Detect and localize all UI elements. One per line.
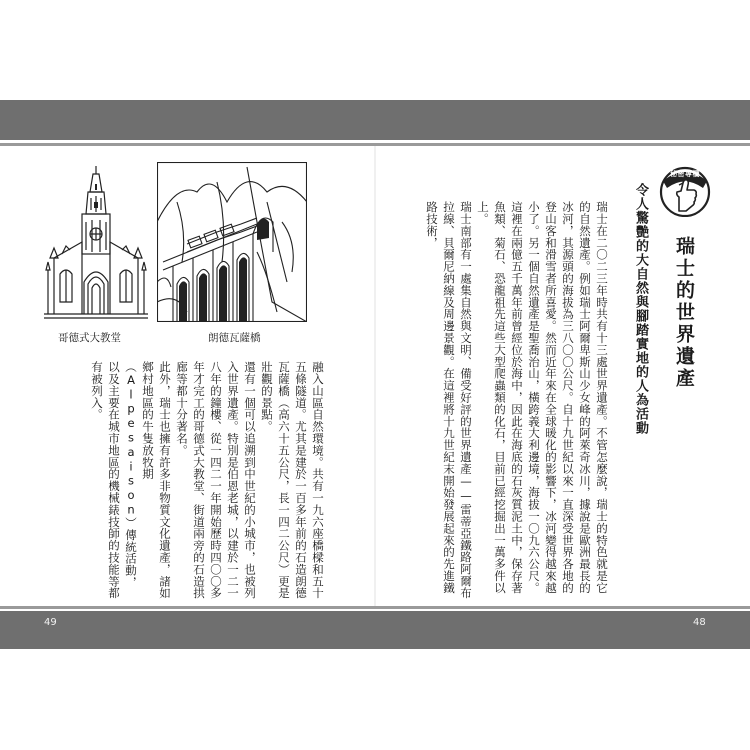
page-subtitle: 令人驚艷的大自然與腳踏實地的人為活動 bbox=[633, 183, 648, 435]
paragraph: 還有一個可以追溯到中世紀的小城市，也被列入世界遺產。特別是伯恩老城，以建於一二一八年的鐘樓、從一四二一年開始歷時四〇〇多年才完工的哥德式大教堂、街道兩旁的石造拱廊等都十分著名。 bbox=[175, 361, 257, 599]
paragraph: 瑞士在二〇二三年時共有十三處世界遺產。不管怎麼說，瑞士的特色就是它的自然遺產。例如瑞士阿爾卑斯山少女峰的阿萊奇冰川，據說是歐洲最長的冰河，其源頭的海拔為三八〇〇公尺。自十九世紀以來一直深受世界各地的登山客和滑雪者所喜愛。然而近年來在全球暖化的影響下，冰河變得越來越小了。另一個自然遺產是聖喬治山，橫跨義大利邊境，海拔一〇九六公尺。這裡在兩億五千萬年前曾經位於海中，因此在海底的石灰質泥土中，保存著魚類、菊石、恐龍祖先這些大型爬蟲類的化石，目前已經挖掘出一萬多件以上。 bbox=[476, 201, 609, 594]
page-number-right: 48 bbox=[693, 617, 706, 628]
secret-column-badge bbox=[659, 165, 711, 217]
header-band bbox=[0, 100, 750, 140]
gothic-cathedral-illustration bbox=[40, 162, 152, 322]
paragraph: 此外，瑞士也擁有許多非物質文化遺產，諸如鄉村地區的牛隻放牧期（Alpesaison）傳統活動，以及主要在城市地區的機械錶技師的技能等都有被列入。 bbox=[90, 361, 172, 599]
cathedral-caption: 哥德式大教堂 bbox=[58, 332, 121, 344]
paragraph: 融入山區自然環境。共有一九六座橋樑和五十五條隧道。尤其是建於一百多年前的石造朗德瓦薩橋（高六十五公尺，長一四二公尺）更是壯觀的景點。 bbox=[260, 361, 325, 599]
page-number-left: 49 bbox=[44, 617, 57, 628]
viaduct-illustration bbox=[157, 162, 307, 322]
footer-rule bbox=[0, 606, 750, 609]
paragraph: 瑞士南部有一處集自然與文明、備受好評的世界遺產——雷蒂亞鐵路阿爾布拉線、貝爾尼納線及周邊景觀。在這裡將十九世紀末開始發展起來的先進鐵路技術， bbox=[425, 201, 473, 599]
right-page-body bbox=[425, 201, 610, 601]
footer-band bbox=[0, 611, 750, 649]
page-gutter bbox=[374, 146, 376, 606]
badge-label: 秘密專欄 bbox=[670, 170, 700, 178]
viaduct-caption: 朗德瓦薩橋 bbox=[208, 332, 261, 344]
left-page-body bbox=[36, 361, 326, 599]
page-title: 瑞士的世界遺產 bbox=[673, 236, 695, 390]
